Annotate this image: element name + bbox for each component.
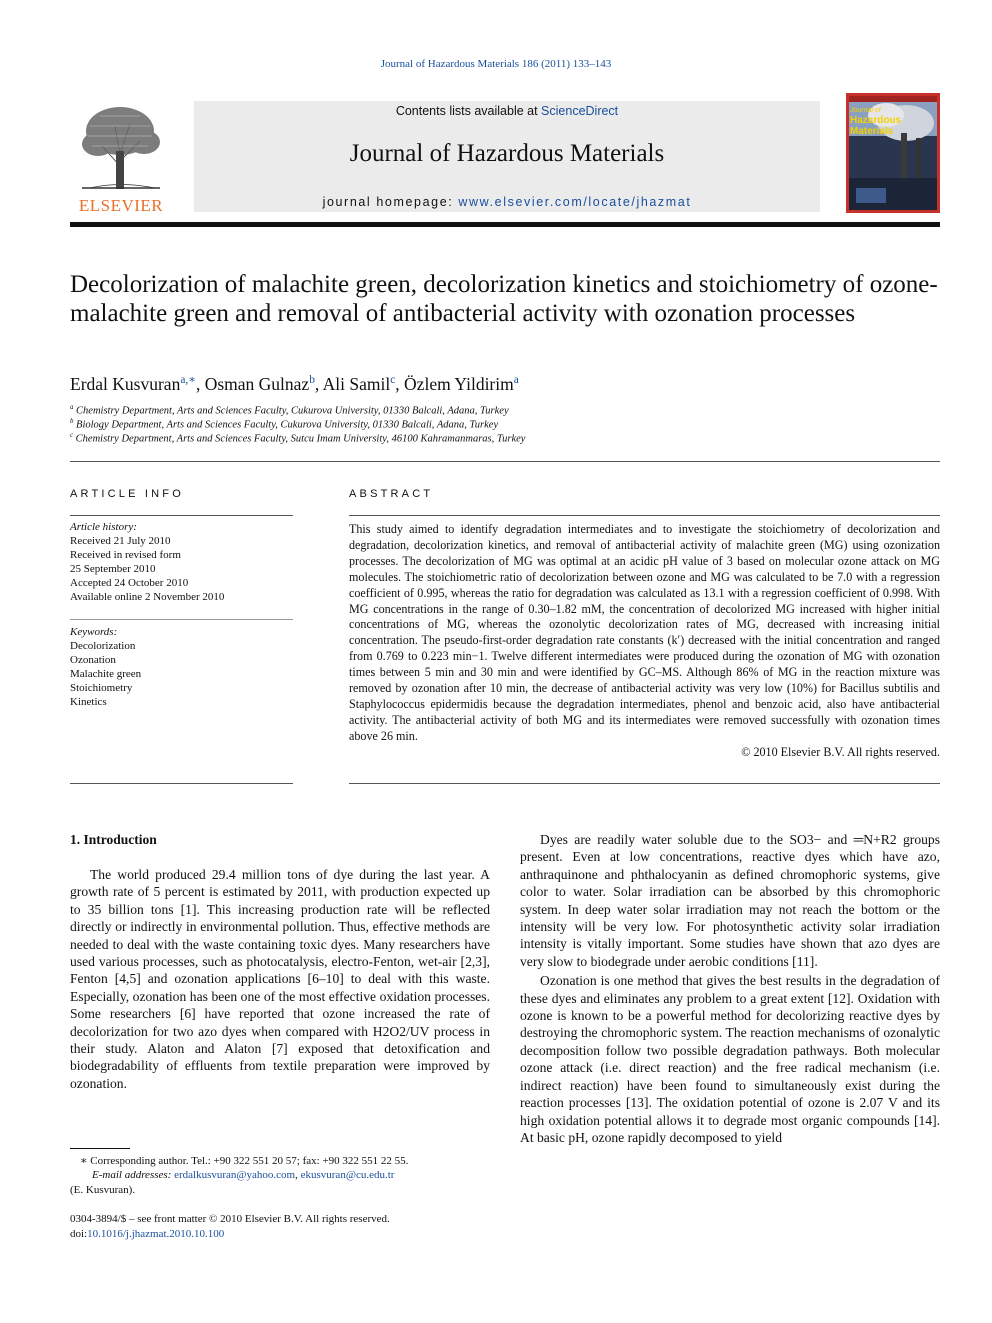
keyword-item: Ozonation bbox=[70, 654, 116, 666]
keywords-label: Keywords: bbox=[70, 626, 118, 638]
keywords-list bbox=[70, 625, 141, 709]
elsevier-wordmark: ELSEVIER bbox=[78, 196, 164, 215]
history-item: 25 September 2010 bbox=[70, 563, 156, 575]
email-line: E-mail addresses: erdalkusvuran@yahoo.com, ekusvuran@cu.edu.tr bbox=[92, 1169, 395, 1181]
author-separator: , bbox=[314, 373, 323, 394]
homepage-link[interactable]: www.elsevier.com/locate/jhazmat bbox=[458, 195, 692, 209]
intro-paragraph: Dyes are readily water soluble due to the SO3− and ═N+R2 groups present. Even at low concentrations, reactive dyes which have azo, anthraquinone and phthalocyanin as defined chromophoric systems, give color to water. Solar irradiation can be absorbed by this chromophoric system. In deep water solar irradiation may not reach the bottom or the intensity will be very low. For photosynthetic activity solar irradiation intensity is vitally important. Some studies have shown that azo dyes are very slow to biodegrade under aerobic conditions [11]. bbox=[520, 832, 940, 969]
affiliation-b bbox=[70, 418, 498, 431]
introduction-heading: 1. Introduction bbox=[70, 832, 157, 847]
affiliation-text: Biology Department, Arts and Sciences Faculty, Cukurova University, 01330 Balcali, Adana, Turkey bbox=[76, 419, 499, 431]
article-info-heading: ARTICLE INFO bbox=[70, 488, 184, 500]
author-separator: , bbox=[395, 373, 405, 394]
affiliation-c bbox=[70, 432, 525, 445]
sciencedirect-link[interactable]: ScienceDirect bbox=[541, 104, 619, 118]
affiliation-a bbox=[70, 404, 509, 417]
intro-paragraph: The world produced 29.4 million tons of dye during the last year. A growth rate of 5 percent is estimated by 2011, with production expected up to 35 billion tons [1]. This increasing production rate will be reflected directly or indirectly in environmental pollution. Thus, effective methods are needed to deal with the waste containing toxic dyes. Many researchers have used various processes, such as photocatalysis, electro-Fenton, wet-air [2,3], Fenton [4,5] and ozonation applications [6–10] to deal with this waste. Especially, ozonation has been one of the most effective oxidation processes. Some researchers [6] have reported that ozone increased the rate of decolorization for two azo dyes when compared with H2O2/UV process in their study. Alaton and Alaton [7] exposed that detoxification and biodegradability of effluents from textile preparation were improved by ozonation. bbox=[70, 867, 490, 1091]
affiliation-mark: c bbox=[70, 432, 74, 439]
article-title: Decolorization of malachite green, decolorization kinetics and stoichiometry of ozone-malachite green and removal of antibacterial activity with ozonation processes bbox=[70, 271, 938, 327]
affiliation-mark: b bbox=[70, 418, 74, 425]
intro-paragraph: Ozonation is one method that gives the best results in the degradation of these dyes and eliminates any problem to a great extent [12]. Oxidation with ozone is known to be a powerful method for decolorizing reactive dyes by destroying the chromophoric system. The reaction mechanisms of ozonalytic decomposition follow two possible degradation pathways. Both molecular ozone attack (i.e. direct reaction) and the free radical mechanism (i.e. indirect reaction) have been found to simultaneously exist during the reaction processes [13]. The oxidation potential of ozone is 2.07 V and its high oxidation potential allows it to degrade most organic compounds [14]. At basic pH, ozone rapidly decomposed to yield bbox=[520, 973, 940, 1145]
journal-citation[interactable]: Journal of Hazardous Materials 186 (2011) 133–143 bbox=[380, 58, 612, 70]
intro-right-column bbox=[520, 831, 940, 1146]
doi-link[interactable]: 10.1016/j.jhazmat.2010.10.100 bbox=[87, 1228, 225, 1240]
contents-prefix: Contents lists available at bbox=[395, 104, 542, 118]
article-history bbox=[70, 520, 224, 604]
homepage-prefix: journal homepage: bbox=[322, 195, 459, 209]
author-name: Özlem Yildirim bbox=[404, 373, 514, 394]
keyword-item: Kinetics bbox=[70, 696, 107, 708]
keyword-item: Malachite green bbox=[70, 668, 142, 680]
history-item: Accepted 24 October 2010 bbox=[70, 577, 189, 589]
doi-line bbox=[70, 1227, 224, 1242]
cover-title-line3: Materials bbox=[850, 126, 894, 137]
history-item: Received in revised form bbox=[70, 549, 181, 561]
email-link-1[interactable]: erdalkusvuran@yahoo.com bbox=[174, 1169, 296, 1181]
journal-cover bbox=[846, 93, 940, 213]
abstract bbox=[349, 522, 940, 761]
history-label: Article history: bbox=[70, 521, 137, 533]
affiliation-divider bbox=[70, 461, 940, 462]
homepage-line bbox=[194, 195, 820, 209]
author-name: Erdal Kusvuran bbox=[70, 373, 181, 394]
journal-title: Journal of Hazardous Materials bbox=[349, 140, 665, 167]
cover-title-line1: Journal of bbox=[850, 107, 881, 114]
email-link-2[interactable]: ekusvuran@cu.edu.tr bbox=[300, 1169, 395, 1181]
keywords-rule bbox=[70, 619, 293, 620]
author-name: Osman Gulnaz bbox=[204, 373, 310, 394]
author-affil-mark[interactable]: a bbox=[513, 374, 519, 386]
author-affil-mark[interactable]: b bbox=[309, 374, 315, 386]
article-info-bottom-rule bbox=[70, 783, 293, 784]
author-affil-mark[interactable]: a,∗ bbox=[180, 374, 196, 386]
contents-line bbox=[194, 104, 820, 118]
author-list bbox=[70, 372, 519, 395]
keyword-item: Decolorization bbox=[70, 640, 136, 652]
corresponding-author-note: ∗ Corresponding author. Tel.: +90 322 551 20 57; fax: +90 322 551 22 55. bbox=[80, 1155, 409, 1167]
author-4[interactable] bbox=[404, 374, 519, 394]
elsevier-logo bbox=[70, 96, 172, 216]
author-affil-mark[interactable]: c bbox=[390, 374, 396, 386]
author-2[interactable] bbox=[205, 374, 315, 394]
email-label: E-mail addresses: bbox=[92, 1169, 172, 1181]
issn-line: 0304-3894/$ – see front matter © 2010 Elsevier B.V. All rights reserved. bbox=[70, 1213, 390, 1225]
abstract-bottom-rule bbox=[349, 783, 940, 784]
history-item: Available online 2 November 2010 bbox=[70, 591, 225, 603]
email-owner: (E. Kusvuran). bbox=[70, 1184, 136, 1196]
author-name: Ali Samil bbox=[322, 373, 391, 394]
abstract-heading: ABSTRACT bbox=[349, 488, 434, 500]
affiliation-mark: a bbox=[70, 404, 74, 411]
author-3[interactable] bbox=[323, 374, 396, 394]
history-item: Received 21 July 2010 bbox=[70, 535, 171, 547]
doi-label: doi: bbox=[70, 1228, 88, 1240]
author-1[interactable] bbox=[70, 374, 196, 394]
author-separator: , bbox=[195, 373, 205, 394]
footnote-rule bbox=[70, 1148, 130, 1149]
affiliation-text: Chemistry Department, Arts and Sciences Faculty, Sutcu Imam University, 46100 Kahramanmaras, Turkey bbox=[75, 433, 526, 445]
abstract-text: This study aimed to identify degradation intermediates and to investigate the stoichiometry of decolorization and degradation, decolorization kinetics, and removal of antibacterial activity of malachite green (MG) using ozonization processes. The decolorization of MG was optimal at an acidic pH value of 3 based on molecular ozone attack on MG molecules. The stoichiometric ratio of decolorization between ozone and MG was calculated to be 7.0 with a regression coefficient of 0.995, whereas the ratio for degradation was calculated as 13.1 with a regression coefficient of 0.998. With MG concentrations in the range of 0.30–1.82 mM, the concentration of decolorized MG increased with higher initial concentrations of MG, whereas the ozonolytic decolorization rates of MG, decreased with increasing initial concentration. The pseudo-first-order degradation rate constants (k′) decreased with the initial concentration and ranged from 0.769 to 0.223 min−1. Twelve different intermediates were produced during the ozonation of MG with ozonation times between 5 min and 30 min and were identified by GC–MS. Although 86% of MG in the reaction mixture was removed by ozonation after 10 min, the decrease of antibacterial activity was very low (10%) for Bacillus subtilis and Staphylococcus epidermidis because the degradation intermediates, phenol and benzoic acid, also have antibacterial activity. The antibacterial activity of both MG and its intermediates were removed successfully with ozonation times above 26 min. bbox=[349, 522, 940, 743]
keyword-item: Stoichiometry bbox=[70, 682, 133, 694]
affiliation-text: Chemistry Department, Arts and Sciences Faculty, Cukurova University, 01330 Balcali, Adana, Turkey bbox=[76, 405, 509, 417]
cover-title-line2: Hazardous bbox=[850, 115, 902, 126]
abstract-copyright: © 2010 Elsevier B.V. All rights reserved. bbox=[741, 744, 940, 759]
intro-left-column bbox=[70, 866, 490, 1092]
abstract-rule bbox=[349, 515, 940, 516]
header-rule bbox=[70, 222, 940, 227]
article-info-rule bbox=[70, 515, 293, 516]
